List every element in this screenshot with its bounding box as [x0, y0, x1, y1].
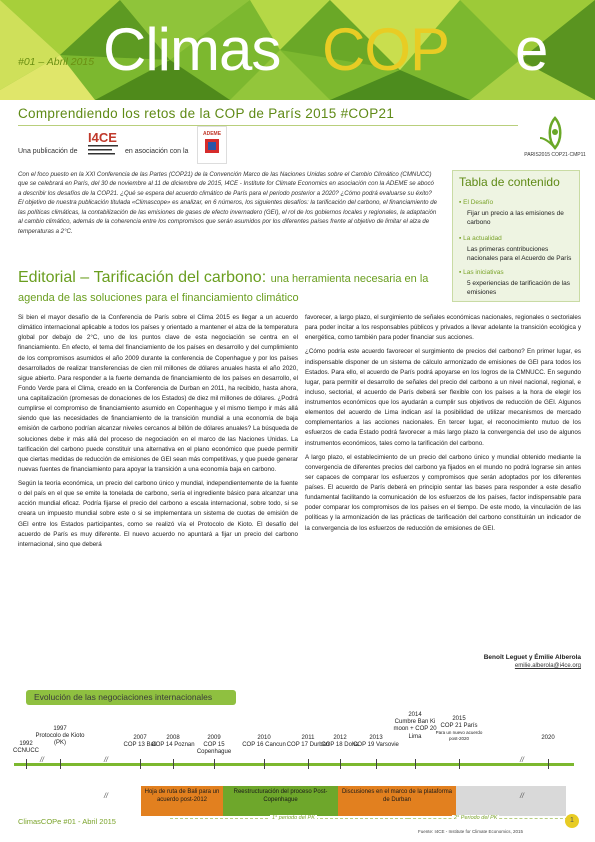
axis-break: // [104, 757, 108, 764]
editorial-heading [18, 268, 448, 306]
timeline-source: Fuente: I4CE - Institute for Climate Economics, 2015 [418, 829, 524, 834]
i4ce-logo-text: I4CE [88, 130, 117, 145]
toc-item[interactable]: Las primeras contribuciones nacionales para el Acuerdo de París [467, 246, 572, 263]
paris-cop21-logo [524, 112, 586, 164]
event-year: 2020 [541, 735, 555, 741]
page-subtitle: Comprendiendo los retos de la COP de París 2015 #COP21 [18, 106, 395, 121]
timeline-event [522, 735, 574, 742]
timeline-tick [459, 759, 460, 769]
event-year: 2013 [369, 735, 383, 741]
toc-item[interactable]: Fijar un precio a las emisiones de carbono [467, 210, 564, 227]
axis-break: // [40, 757, 44, 764]
i4ce-logo [88, 128, 120, 160]
period-2-label: 2° Periodo del PK [454, 815, 498, 821]
ademe-logo [197, 126, 227, 164]
timeline-tick [415, 759, 416, 769]
event-year: 2011 [301, 735, 315, 741]
phase-post-copenhague: Reestructuración del proceso Post-Copenhague [223, 786, 338, 816]
axis-break: // [520, 757, 524, 764]
toc-section[interactable]: ▪ El Desafío [459, 199, 494, 206]
issue-label: #01 – Abril 2015 [18, 56, 95, 68]
paris-logo-text: PARIS2015 COP21·CMP11 [524, 152, 586, 158]
timeline-tick [173, 759, 174, 769]
logo-cop: COP [322, 16, 450, 83]
timeline-tick [26, 759, 27, 769]
period-1-label: 1° periodo del PK [272, 815, 315, 821]
event-year: 2012 [333, 735, 347, 741]
paragraph: Si bien el mayor desafío de la Conferencia de París sobre el Clima 2015 es llegar a un acuerdo climático internacional aplicable a todos los países y orientado a mantener el alza de la temperatura global por debajo de 2°C, uno de los puntos clave de esta negociación se centra en el financiamiento. En efecto, el tema del financiamiento de los países en desarrollo y del cumplimiento de los compromisos asumidos el año 2009 durante la conferencia de Copenhague y por los países desarrollados de realizar transferencias de cien mil millones de dólares anuales hasta el año 2020, sigue abierto. Para responder a la fuerte demanda de financiamiento de los países en desarrollo, el Fondo Verde para el Clima, creado en la Conferencia de Durban en 2011, ha recibido, hasta ahora, una capitalización (promesas de donaciones de los Estados) de diez mil millones de dólares. ¿Podrá cumplirse el compromiso de financiamiento asumido en Copenhague y el mismo tiempo ir más allá siendo que las necesidades de financiamiento de la transición mundial a una economía de baja emisión de carbono podrían alcanzar niveles cercanos al billón de dólares anuales? La búsqueda de soluciones debe ir más allá del proceso de negociación en el marco de las Naciones Unidas. La tarificación del carbono puede constituir una alternativa en el plano económico que puede permitir que ciertas medidas de reducción de emisiones de GEI sean más competitivas, y que puede generar nuevas fuentes de financiamiento para apoyar la transición a una economía baja en carbono. [18, 314, 298, 473]
toc-section[interactable]: ▪ Las iniciativas [459, 269, 504, 276]
event-note: Para un nuevo acuerdo post-2020 [435, 730, 483, 741]
timeline-tick [548, 759, 549, 769]
timeline-tick [308, 759, 309, 769]
timeline-event [34, 726, 86, 748]
phase-durban: Discusiones en el marco de la plataforma de Durban [338, 786, 456, 816]
paragraph: favorecer, a largo plazo, el surgimiento de señales económicas nacionales, regionales o sectoriales para poder incitar a los responsables públicos y privados a llevar adelante la transición ecológica y energética, como también para poder financiar sus acciones. [305, 314, 581, 342]
header-banner [0, 0, 595, 100]
authors: Benoît Leguet y Émilie Alberola [483, 654, 581, 661]
table-of-contents [452, 170, 580, 302]
editorial-topic: Tarificación del carbono: [93, 269, 267, 286]
editorial-subtitle: una herramienta necesaria en la agenda de las soluciones para el financiamiento climático [18, 273, 429, 305]
editorial-column-2 [305, 313, 581, 538]
timeline-title: Evolución de las negociaciones internacionales [34, 692, 213, 702]
page-number: 1 [565, 814, 579, 828]
event-year: 1997 [53, 726, 67, 732]
event-label: Cumbre Ban Ki moon + COP 20 Lima [393, 719, 437, 740]
axis-break: // [104, 793, 108, 800]
toc-section-label: La actualidad [463, 235, 502, 242]
event-label: COP 15 Copenhague [196, 742, 232, 756]
timeline-tick [140, 759, 141, 769]
phase-bali: Hoja de ruta de Bali para un acuerdo post-2012 [141, 786, 223, 816]
logo-climas: Climas [103, 16, 281, 83]
paragraph: ¿Cómo podría este acuerdo favorecer el surgimiento de precios del carbono? En primer lugar, es indispensable disponer de un sistema de cálculo armonizado de emisiones de GEI para todos los Estados. Para ello, el acuerdo de París podrá apoyarse en los logros de la CMNUCC. En segundo lugar, para permitir el desarrollo de señales del precio del carbono a un nivel nacional, regional, e incluso, sectorial, el acuerdo de París deberá ser flexible con los países a la hora de elegir los instrumentos económicos que los ayudarán a cumplir sus objetivos de reducción de GEI. Algunos elementos del acuerdo de Lima indican así la posibilidad de utilizar mecanismos de mercado complementarios a las acciones nacionales. En tercer lugar, el reconocimiento mutuo de los esfuerzos de cada Estado podrá favorecer a más largo plazo la convergencia del uso de algunos instrumentos económicos, tales como la tarificación del carbono. [305, 348, 581, 447]
event-label: COP 21 París [440, 723, 478, 730]
event-year: 2008 [166, 735, 180, 741]
event-label: COP 19 Varsovie [353, 742, 399, 749]
toc-section-label: Las iniciativas [463, 269, 504, 276]
timeline-tick [376, 759, 377, 769]
event-label: COP 18 Doha [321, 742, 359, 749]
event-label: COP 13 Bali [123, 742, 157, 749]
toc-title: Tabla de contenido [459, 175, 560, 189]
event-label: COP 14 Poznan [151, 742, 195, 749]
phase-future [456, 786, 566, 816]
event-year: 1992 [19, 741, 33, 747]
toc-section[interactable]: ▪ La actualidad [459, 235, 502, 242]
event-label: COP 16 Cancun [242, 742, 286, 749]
event-label: COP 17 Durban [286, 742, 330, 749]
event-year: 2010 [257, 735, 271, 741]
logo-e: e [515, 16, 549, 83]
timeline-event [433, 716, 485, 741]
banner-pattern [0, 0, 595, 100]
editorial-column-1 [18, 313, 298, 554]
footer-text: ClimasCOPe #01 - Abril 2015 [18, 817, 116, 826]
toc-item[interactable]: 5 experiencias de tarificación de las emisiones [467, 280, 570, 297]
divider [18, 125, 518, 126]
timeline-tick [214, 759, 215, 769]
ademe-logo-text: ADEME [202, 131, 222, 137]
timeline-event [188, 735, 240, 757]
timeline-axis [14, 763, 574, 766]
paragraph: Según la teoría económica, un precio del carbono único y mundial, independientemente de la fuente o del país en el que se emite la tonelada de carbono, sería el ingrediente básico para alcanzar una acción mundial eficaz. Podría fijarse el precio del carbono a escala internacional, sobre todo, si se creara un impuesto mundial sobre este o si se implementara un sistema de cuotas de emisión de GEI entre los Estados participantes, como se realizó vía el Protocolo de Kioto. El desafío del acuerdo de París es muy diferente. El nuevo acuerdo no apuntará a fijar un precio del carbono internacional, sino que deberá [18, 480, 298, 548]
association-text: en asociación con la [125, 148, 189, 155]
timeline-tick [340, 759, 341, 769]
editorial-label: Editorial – [18, 269, 90, 286]
event-year: 2007 [133, 735, 147, 741]
timeline-tick [60, 759, 61, 769]
event-label: CCNUCC [13, 748, 39, 755]
publication-text: Una publicación de [18, 148, 78, 155]
axis-break: // [520, 793, 524, 800]
paragraph: A largo plazo, el establecimiento de un precio del carbono único y mundial obtenido mediante la convergencia de diferentes precios del carbono ya fijados en el mundo no podrá lograrse sin antes ser capaces de comparar los esfuerzos y compromisos que serán adoptados por los diferentes países. El acuerdo de París deberá en principio sentar las bases para responder a este desafío fundamental facilitando la comunicación de los esfuerzos de los países, factor indispensable para poder comparar los compromisos de los países en el tiempo. De este modo, la vinculación de las políticas y la armonización de las prácticas de tarificación del carbono constituirán un indicador de la convergencia de los esfuerzos de reducción de emisiones de GEI. [305, 453, 581, 532]
author-email-link[interactable]: emilie.alberola@i4ce.org [514, 663, 581, 669]
event-year: 2014 [408, 712, 422, 718]
timeline-tick [264, 759, 265, 769]
event-year: 2015 [452, 716, 466, 722]
toc-section-label: El Desafío [463, 199, 494, 206]
intro-paragraph: Con el foco puesto en la XXI Conferencia de las Partes (COP21) de la Convención Marco de las Naciones Unidas sobre el Cambio Climático (CMNUCC) que se celebrará en París, del 30 de noviembre al 11 de diciembre de 2015, I4CE - Institute for Climate Economics en asociación con la ADEME se abocó a describir los desafíos de la COP21. ¿Qué se espera del acuerdo climático de París para el periodo posterior a 2020? ¿Cómo podrá evaluarse su éxito? El objetivo de nuestra publicación titulada «Climascope» es analizar, en 6 números, los siguientes desafíos: la tarificación del carbono, el financiamiento de las políticas climáticas, la contabilización de las emisiones de gases de efecto invernadero (GEI), el rol de los gobiernos locales y regionales, la adaptación al cambio climático, además de la coherencia entre los compromisos que serán asumidos por los diferentes países frente al objetivo de limitar el alza de temperaturas a 2°C. [18, 171, 438, 235]
event-label: Protocolo de Kioto (PK) [35, 733, 85, 747]
event-year: 2009 [207, 735, 221, 741]
